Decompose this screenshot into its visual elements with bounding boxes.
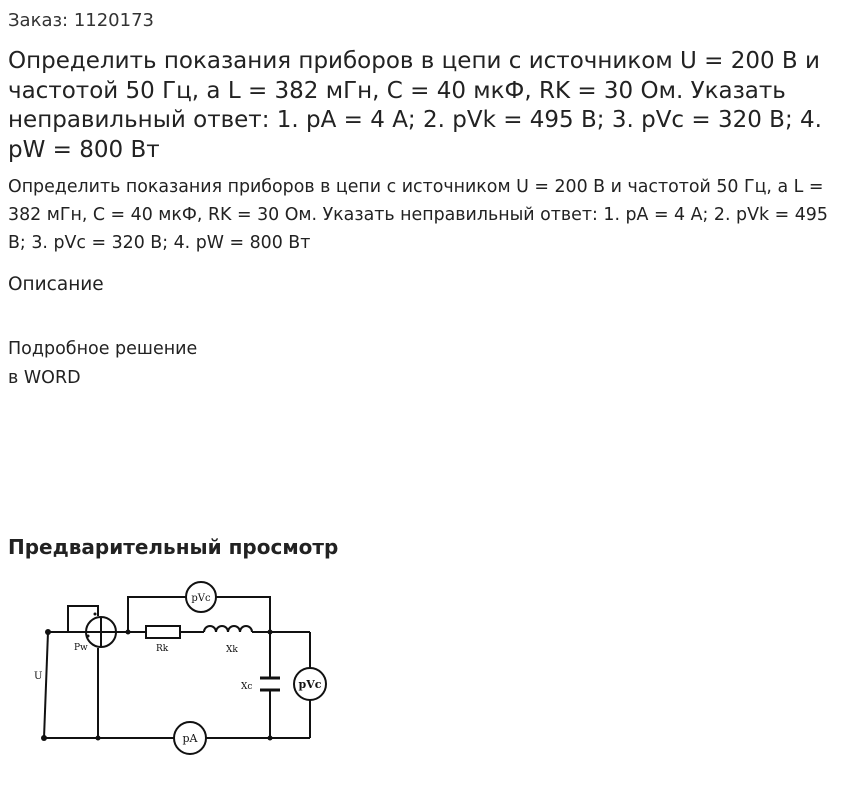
label-inductor: Xk	[226, 645, 238, 655]
label-capacitor: Xc	[241, 682, 253, 692]
order-number: Заказ: 1120173	[8, 10, 154, 31]
resistor-symbol	[146, 626, 180, 638]
wire	[44, 632, 48, 738]
preview-heading: Предварительный просмотр	[8, 535, 339, 559]
label-voltmeter-right: pVc	[298, 678, 322, 691]
label-resistor: Rk	[156, 644, 169, 654]
circuit-preview-image	[28, 578, 340, 758]
junction-dot	[96, 736, 101, 741]
junction-dot	[268, 630, 273, 635]
label-source: U	[34, 671, 43, 682]
label-voltmeter-top: pVc	[191, 593, 211, 604]
polarity-mark	[87, 635, 90, 638]
junction-dot	[126, 630, 131, 635]
junction-dot	[268, 736, 273, 741]
description-line: в WORD	[8, 368, 81, 388]
description-heading: Описание	[8, 274, 104, 295]
polarity-mark	[94, 613, 97, 616]
inductor-symbol	[204, 626, 252, 632]
circuit-diagram	[28, 578, 340, 758]
description-body	[8, 335, 197, 393]
task-description: Определить показания приборов в цепи с источником U = 200 В и частотой 50 Гц, а L = 382 мГн, С = 40 мкФ, RK = 30 Ом. Указать неправильный ответ: 1. pA = 4 A; 2. pVk = 495 B; 3. pVc = 320 B; 4. pW = 800 Вт	[8, 177, 828, 253]
junction-dot	[45, 629, 51, 635]
label-wattmeter: Pw	[74, 643, 88, 653]
label-ammeter: pA	[182, 732, 198, 745]
page-title: Определить показания приборов в цепи с источником U = 200 В и частотой 50 Гц, а L = 382 мГн, С = 40 мкФ, RK = 30 Ом. Указать неправильный ответ: 1. pA = 4 A; 2. pVk = 495 B; 3. pVc = 320 B; 4. pW = 800 Вт	[8, 48, 822, 163]
description-line: Подробное решение	[8, 339, 198, 359]
junction-dot	[41, 735, 47, 741]
